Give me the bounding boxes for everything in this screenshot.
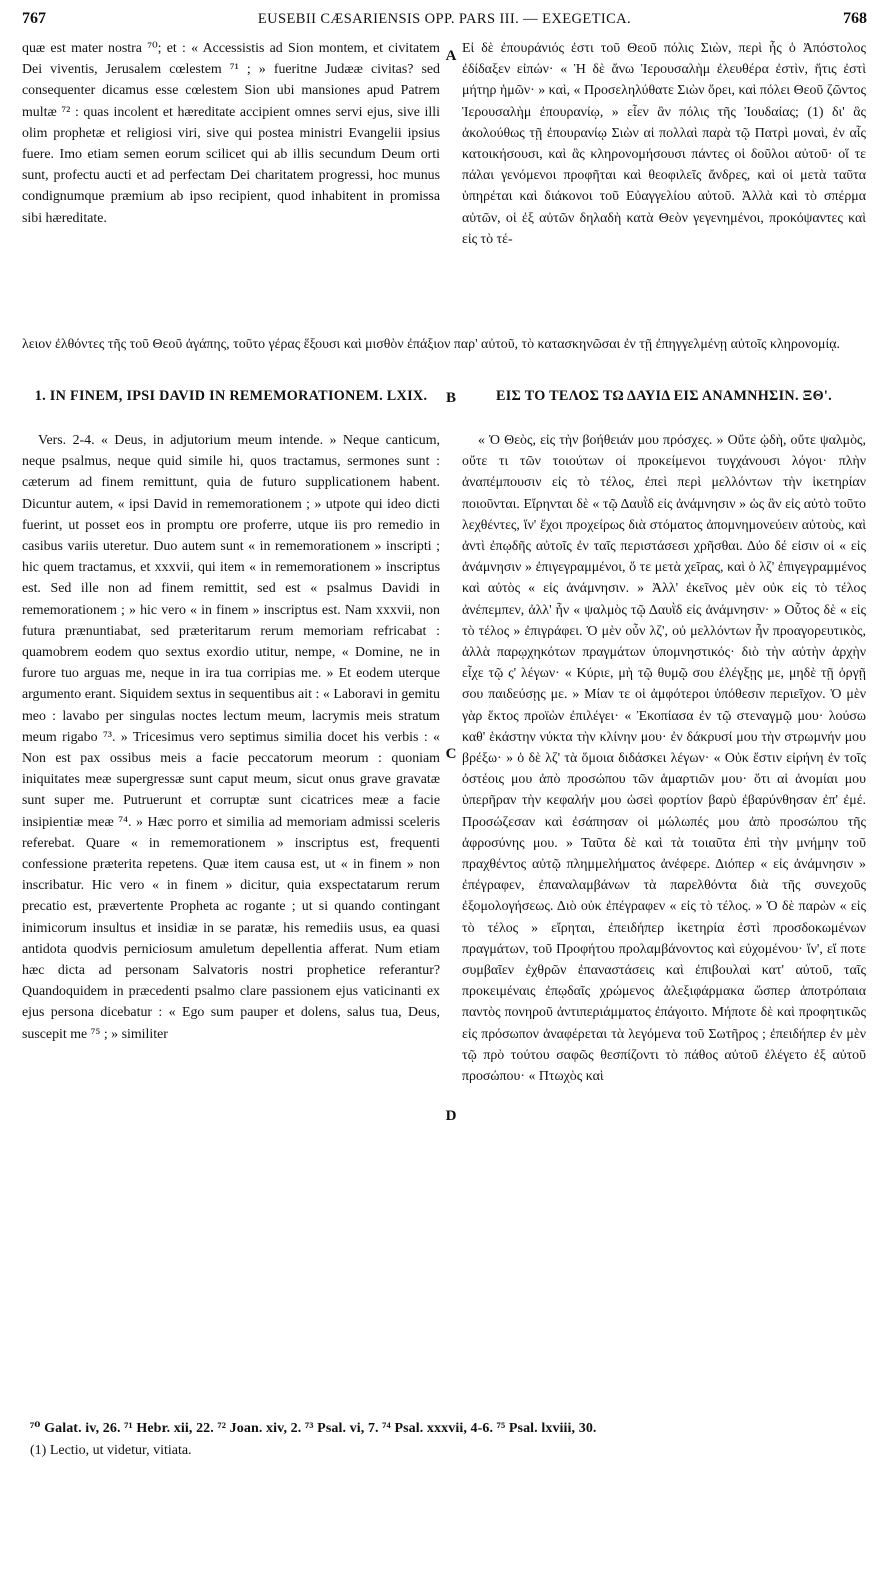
- latin-column-top: [22, 38, 440, 229]
- page-number-right: 768: [843, 10, 867, 27]
- latin-paragraph: quæ est mater nostra ⁷⁰; et : « Accessistis ad Sion montem, et civitatem Dei viventis, Jerusalem cœlestem ⁷¹ ; » fueritne Judææ civitas? sed consequenter dicamus esse cœlestem Sion ubi mansiones apud Patrem multæ ⁷² : quas incolent et hæreditate accipient omnes servi ejus, sive illi olim prophetæ et religiosi viri, sive qui postea ministri Evangelii ipsius fuere. Imo etiam semen eorum scilicet qui ab illis secundum Deum orti sunt, profectu aucti et ad perfectam Dei charitatem progressi, hoc munus condignumque præmium ab ipso recipient, quod inhabitent in promissa sibi hæreditate.: [22, 41, 440, 226]
- greek-spanning-line: [22, 334, 867, 355]
- footnote-references: ⁷⁰ Galat. iv, 26. ⁷¹ Hebr. xii, 22. ⁷² Joan. xiv, 2. ⁷³ Psal. vi, 7. ⁷⁴ Psal. xxxvii, 4-6. ⁷⁵ Psal. lxviii, 30.: [30, 1421, 597, 1436]
- page-number-left: 767: [22, 10, 46, 27]
- section-heading-latin: 1. IN FINEM, IPSI DAVID IN REMEMORATIONEM. LXIX.: [34, 388, 428, 404]
- greek-column-top: [462, 38, 866, 250]
- margin-letter-a: A: [445, 48, 457, 64]
- running-title: EUSEBII CÆSARIENSIS OPP. PARS III. — EXEGETICA.: [257, 11, 632, 27]
- footnotes: [30, 1418, 870, 1462]
- margin-letter-d: D: [445, 1108, 457, 1124]
- running-header: [22, 10, 867, 34]
- greek-column-main: [462, 430, 866, 1087]
- latin-column-main: [22, 430, 440, 1045]
- margin-letter-b: B: [445, 390, 456, 406]
- latin-paragraph: Vers. 2-4. « Deus, in adjutorium meum intende. » Neque canticum, neque psalmus, neque quid simile hi, quos tractamus, sermones sunt : cæterum ad finem remittunt, quia de futuro supplicationem habent. Dicuntur autem, « ipsi David in rememorationem ; » utpote qui ideo dicti fuerint, ut posset eos in promptu ore proferre, utque iis pro remedio in casibus variis uteretur. Duo autem sunt « in rememorationem » inscripti ; hic quem tractamus, et xxxvii, qui item « in rememorationem » inscriptus est. Sed ille non ad finem remittit, sed est « psalmus Davidi in rememorationem ; » hic vero « in finem » inscriptus est. Nam xxxvii, non futura prænuntiabat, sed præteritarum rerum memoriam refricabat : quamobrem eodem quo sextus exordio utitur, nempe, « Domine, ne in furore tuo arguas me, neque in ira tua corripias me. » Et eodem uterque argumento erant. Siquidem sextus in sequentibus ait : « Laboravi in gemitu meo : lavabo per singulas noctes lectum meum, lacrymis meis stratum meum rigabo ⁷³. » Tricesimus vero septimus similia docet his verbis : « Non est pax ossibus meis a facie peccatorum meorum : quoniam iniquitates meæ supergressæ sunt caput meum, sicut onus grave gravatæ sunt super me. Putruerunt et corruptæ sunt cicatrices meæ a facie insipientiæ meæ ⁷⁴. » Hæc porro et similia ad memoriam admissi sceleris referebat. Quare « in rememorationem » inscriptus est, frequenti confessione præterita repetens. Quæ item causa est, ut « in finem » non inscribatur. Hic vero « in finem » dicitur, quia exspectatarum rerum precatio est, prævertente Propheta ac rogante ; ut si quando contingant inimicorum insultus et insidiæ in se paratæ, his remediis usus, ea quasi antidota quodvis perniciosum amuletum depellentia afferat. Num etiam hæc dicta ad personam Salvatoris nostri prophetice referantur? Quandoquidem in præcedenti psalmo clare passionem ejus vaticinanti ex ejus persona dicebatur : « Ego sum pauper et dolens, salus tua, Deus, suscepit me ⁷⁵ ; » similiter: [22, 433, 440, 1042]
- greek-paragraph: Εἰ δὲ ἐπουράνιός ἐστι τοῦ Θεοῦ πόλις Σιὼν, περὶ ἧς ὁ Ἀπόστολος ἐδίδαξεν εἰπών· « Ἡ δὲ ἄνω Ἱερουσαλὴμ ἐλευθέρα ἐστὶν, ἥτις ἐστὶ μήτηρ ἡμῶν· » καὶ, « Προσεληλύθατε Σιὼν ὄρει, καὶ πόλει Θεοῦ ζῶντος Ἱερουσαλὴμ ἐπουρανίῳ, » εἶεν ἂν πόλις τῆς Ἰουδαίας; (1) δι' ἃς ἀκολούθως τῇ ἐπουρανίῳ Σιὼν αἱ πολλαὶ παρὰ τῷ Πατρὶ μοναὶ, ἐν αἷς κατοικήσουσι, καὶ ἃς κληρονομήσουσι πάντες οἱ δοῦλοι αὐτοῦ· οἵ τε πάλαι γενόμενοι προφῆται καὶ θεοφιλεῖς ἄνδρες, καὶ οἱ μετὰ ταῦτα ὑπηρέται καὶ διάκονοι τοῦ Εὐαγγελίου αὐτοῦ. Ἀλλὰ καὶ τὸ σπέρμα αὐτῶν, οἱ ἐξ αὐτῶν δηλαδὴ κατὰ Θεὸν γεγενημένοι, προκόψαντες καὶ εἰς τὸ τέ-: [462, 41, 866, 247]
- footnote-text-note: (1) Lectio, ut videtur, vitiata.: [30, 1443, 192, 1458]
- greek-continuation: λειον ἐλθόντες τῆς τοῦ Θεοῦ ἀγάπης, τοῦτο γέρας ἕξουσι καὶ μισθὸν ἐπάξιον παρ' αὐτοῦ, τὸ κατασκηνῶσαι ἐν τῇ ἐπηγγελμένῃ αὐτοῖς κληρονομίᾳ.: [22, 337, 840, 352]
- margin-letter-c: C: [445, 746, 457, 762]
- greek-paragraph: « Ὁ Θεὸς, εἰς τὴν βοήθειάν μου πρόσχες. » Οὔτε ᾠδὴ, οὔτε ψαλμὸς, οὔτε τι τῶν τοιούτων οἱ προκείμενοι τυγχάνουσι λόγοι· πλὴν ἀναπέμπουσιν εἰς τὸ τέλος, ἐπεὶ περὶ μελλόντων τὴν ἱκετηρίαν ποιοῦνται. Εἴρηνται δὲ « τῷ Δαυῒδ εἰς ἀνάμνησιν » ὡς ἂν εἰς αὐτὸ τοῦτο λεχθέντες, ἵν' ἔχοι προχείρως διὰ στόματος ἀπομνημονεύειν αὐτοὺς, καὶ ἀντὶ ἐπῳδῆς αὐτοῖς ἐν ταῖς περιστάσεσι χρῆσθαι. Δύο δέ εἰσιν οἱ « εἰς ἀνάμνησιν » ἐπιγεγραμμένοι, ὅ τε μετὰ χεῖρας, καὶ ὁ λζ' ἐπιγεγραμμένος καὶ αὐτὸς « εἰς ἀνάμνησιν. » Ἀλλ' ἐκεῖνος μὲν οὐκ εἰς τὸ τέλος ἀνέπεμπεν, ἀλλ' ἦν « ψαλμὸς τῷ Δαυῒδ εἰς ἀνάμνησιν· » Οὗτος δὲ « εἰς τὸ τέλος » ἐπιγράφει. Ὁ μὲν οὖν λζ', οὐ μελλόντων ἦν προαγορευτικὸς, ἀλλὰ παρῳχηκότων πραγμάτων ὑπομνηστικός· διὸ τὴν αὐτὴν ἀρχὴν εἶχε τῷ ς' λέγων· « Κύριε, μὴ τῷ θυμῷ σου ἐλέγξῃς με, μηδὲ τῇ ὀργῇ σου παιδεύσῃς με. » Μίαν τε οἱ ἀμφότεροι ὑπόθεσιν περιεῖχον. Ὁ μὲν γὰρ ἕκτος προϊὼν ἐπιλέγει· « Ἐκοπίασα ἐν τῷ στεναγμῷ μου· λούσω καθ' ἑκάστην νύκτα τὴν κλίνην μου· ἐν δάκρυσί μου τὴν στρωμνήν μου βρέξω· » ὁ δὲ λζ' τὰ ὅμοια διδάσκει λέγων· « Οὐκ ἔστιν εἰρήνη ἐν τοῖς ὀστέοις μου ἀπὸ προσώπου τῶν ἁμαρτιῶν μου· ὅτι αἱ ἀνομίαι μου ὑπερῆραν τὴν κεφαλήν μου ὡσεὶ φορτίον βαρὺ ἐβαρύνθησαν ἐπ' ἐμέ. Προσώζεσαν καὶ ἐσάπησαν οἱ μώλωπές μου ἀπὸ προσώπου τῆς ἀφροσύνης μου. » Ταῦτα δὲ καὶ τὰ τοιαῦτα ἐπὶ τὴν μνήμην τοῦ πραχθέντος αὐτῷ πλημμελήματος ἀνέφερε. Διόπερ « εἰς ἀνάμνησιν » ἐπέγραφεν, ἐπαναλαμβάνων τὰ παρελθόντα διὰ τῆς συνεχοῦς ἐξομολογήσεως. Διὸ οὐκ ἐπέγραφεν « εἰς τὸ τέλος. » Ὁ δὲ παρὼν « εἰς τὸ τέλος » εἴρηται, ἐπειδήπερ ἱκετηρία ἐστὶ προσδοκωμένων πραγμάτων, τοῦ Προφήτου προλαμβάνοντος καὶ εὐχομένου· ἵν', εἴ ποτε συμβαῖεν ἐχθρῶν ἐπαναστάσεις καὶ ἐπιβουλαὶ κατ' αὐτοῦ, ταῖς προκειμέναις ἐπῳδαῖς χρώμενος ἀλεξιφάρμακα ὥσπερ ἀποτρόπαια παντὸς πονηροῦ ἀντιπεριάμματος ἐπάγοιτο. Μήποτε δὲ καὶ προφητικῶς εἰς πρόσωπον ἀναφέρεται τὰ λεγόμενα τοῦ Σωτῆρος ; ἐπειδήπερ ἐν μὲν τῷ πρὸ τούτου σαφῶς θεσπίζοντι τὸ πάθος αὐτοῦ ἐλέγετο ἐξ αὐτοῦ προσώπου· « Πτωχὸς καὶ: [462, 433, 866, 1085]
- section-heading-greek: ΕΙΣ ΤΟ ΤΕΛΟΣ ΤΩ ΔΑΥΙΔ ΕΙΣ ΑΝΑΜΝΗΣΙΝ. ΞΘ'.: [495, 388, 833, 404]
